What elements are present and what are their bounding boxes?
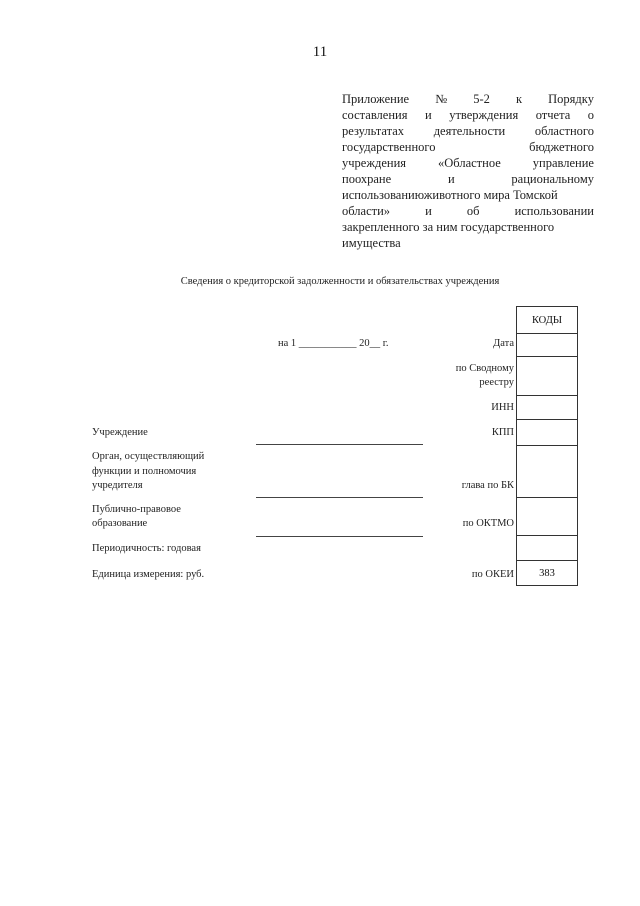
appendix-line-8 (342, 203, 594, 219)
appendix-line-6 (342, 171, 594, 187)
code-date-cell[interactable] (517, 334, 577, 357)
appendix-word: использованиюживотного мира Томской (342, 188, 558, 202)
appendix-line-9 (342, 219, 594, 235)
appendix-word: о (587, 108, 594, 122)
code-kpp-cell[interactable] (517, 420, 577, 446)
appendix-word: области» (342, 204, 391, 218)
appendix-word: закрепленного за ним государственного (342, 220, 555, 234)
appendix-note (342, 91, 594, 251)
oktmo-label: по ОКТМО (462, 518, 514, 529)
codes-table (516, 306, 578, 586)
appendix-word: № (435, 92, 448, 106)
institution-label: Учреждение (92, 427, 148, 438)
appendix-word: об (466, 204, 480, 218)
appendix-word: бюджетного (529, 140, 594, 154)
appendix-word: и (447, 172, 455, 186)
municipality-label-line-2: образование (92, 518, 148, 529)
institution-underline (256, 444, 423, 445)
code-blank-cell[interactable] (517, 536, 577, 561)
codes-header: КОДЫ (517, 307, 577, 334)
inn-label: ИНН (491, 402, 514, 413)
code-okei-cell[interactable]: 383 (517, 561, 577, 586)
municipality-label-line-1: Публично-правовое (92, 504, 181, 515)
report-date-line: на 1 ___________ 20__ г. (278, 338, 389, 349)
founder-label-line-1: Орган, осуществляющий (92, 451, 205, 462)
bk-head-label: глава по БК (461, 480, 514, 491)
kpp-label: КПП (491, 427, 514, 438)
appendix-word: Порядку (548, 92, 594, 106)
appendix-line-5 (342, 155, 594, 171)
appendix-word: государственного (342, 140, 436, 154)
appendix-line-1 (342, 91, 594, 107)
appendix-word: управление (532, 156, 594, 170)
page-number: 11 (312, 44, 328, 60)
appendix-word: утверждения (449, 108, 519, 122)
unit-label: Единица измерения: руб. (92, 569, 205, 580)
appendix-word: имущества (342, 236, 401, 250)
appendix-line-3 (342, 123, 594, 139)
appendix-word: деятельности (433, 124, 506, 138)
periodicity-label: Периодичность: годовая (92, 543, 201, 554)
municipality-underline (256, 536, 423, 537)
registry-label-line-2: реестру (479, 377, 514, 388)
founder-label-line-3: учредителя (92, 480, 143, 491)
code-oktmo-cell[interactable] (517, 498, 577, 536)
appendix-word: «Областное (438, 156, 501, 170)
registry-label-line-1: по Сводному (455, 363, 514, 374)
appendix-word: поохране (342, 172, 392, 186)
appendix-line-2 (342, 107, 594, 123)
code-inn-cell[interactable] (517, 396, 577, 420)
code-registry-cell[interactable] (517, 357, 577, 396)
founder-underline (256, 497, 423, 498)
appendix-word: результатах (342, 124, 405, 138)
appendix-word: учреждения (342, 156, 407, 170)
appendix-word: 5-2 (473, 92, 490, 106)
appendix-line-4 (342, 139, 594, 155)
appendix-word: и (425, 204, 432, 218)
appendix-word: использовании (514, 204, 594, 218)
founder-label-line-2: функции и полномочия (92, 466, 197, 477)
appendix-word: и (424, 108, 432, 122)
appendix-word: составления (342, 108, 408, 122)
okei-label: по ОКЕИ (471, 569, 514, 580)
appendix-line-7 (342, 187, 594, 203)
date-label: Дата (493, 338, 514, 349)
appendix-word: областного (534, 124, 594, 138)
appendix-word: Приложение (342, 92, 410, 106)
appendix-word: рациональному (511, 172, 594, 186)
appendix-word: к (515, 92, 523, 106)
appendix-word: отчета (535, 108, 571, 122)
form-title: Сведения о кредиторской задолженности и обязательствах учреждения (180, 276, 500, 287)
appendix-line-10 (342, 235, 594, 251)
code-bk-head-cell[interactable] (517, 446, 577, 498)
